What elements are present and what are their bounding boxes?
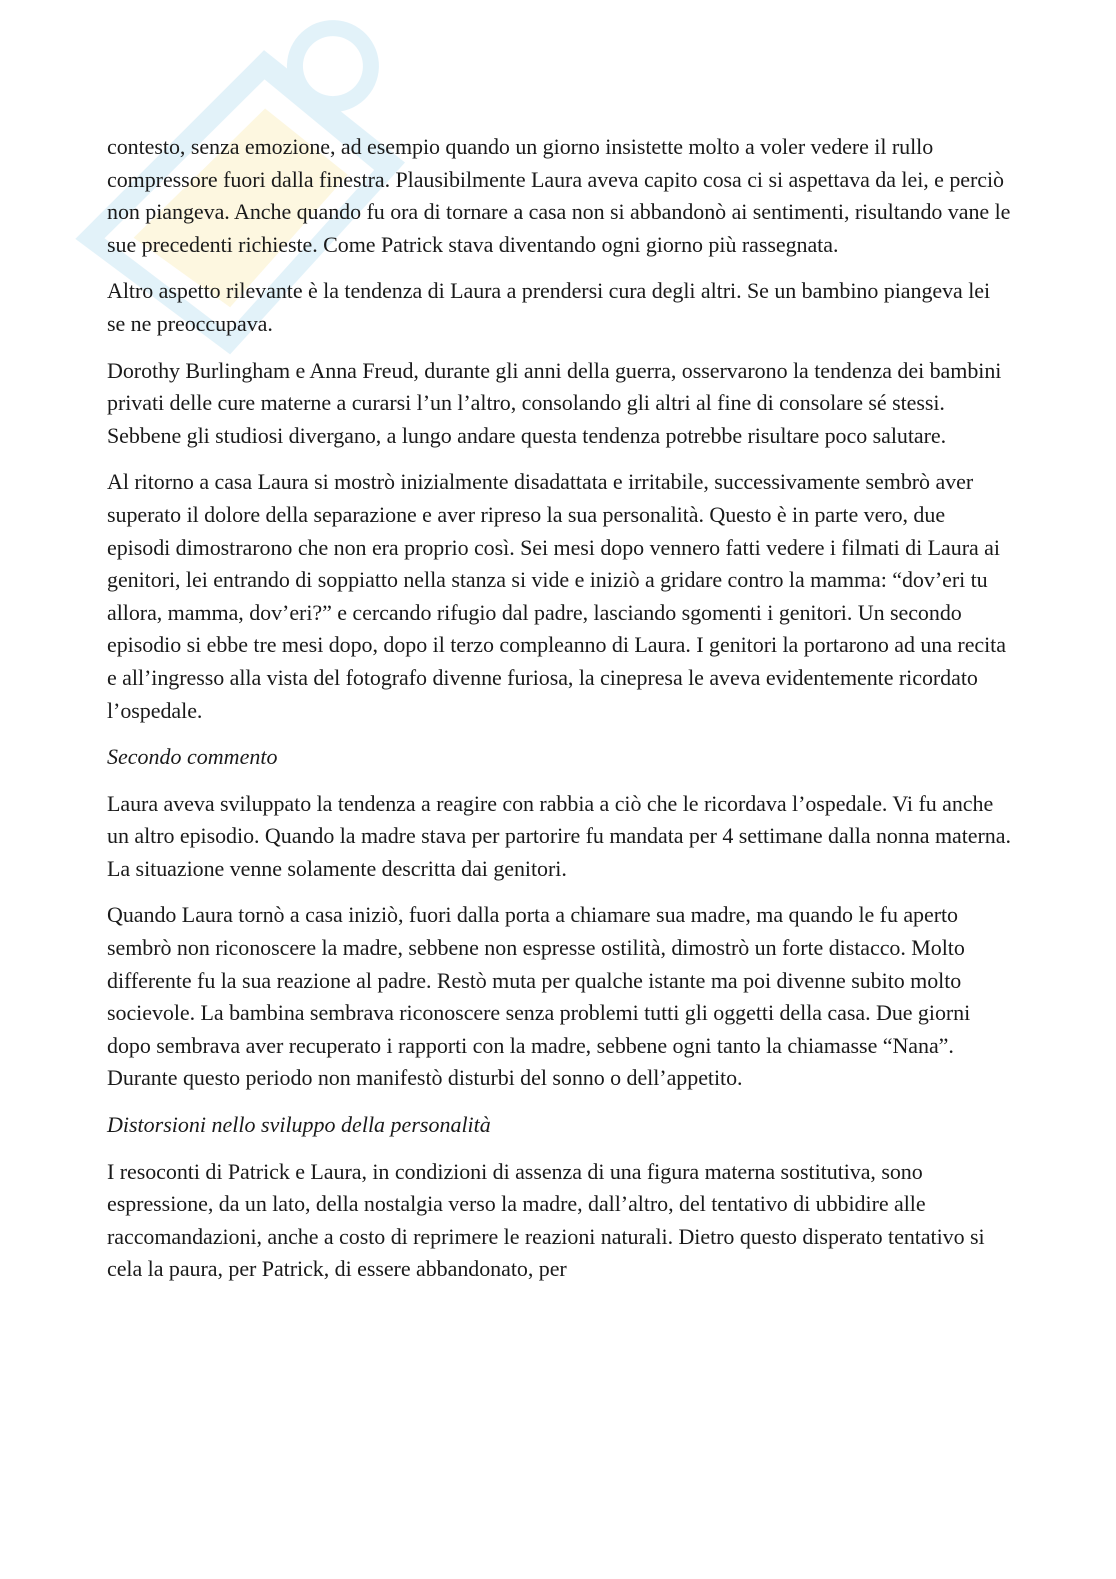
paragraph-5: Laura aveva sviluppato la tendenza a reagire con rabbia a ciò che le ricordava l’ospedale. Vi fu anche un altro episodio. Quando la madre stava per partorire fu mandata per 4 settimane dalla nonna materna. La situazione venne solamente descritta dai genitori. — [107, 790, 1011, 881]
paragraph-7: I resoconti di Patrick e Laura, in condizioni di assenza di una figura materna sostitutiva, sono espressione, da un lato, della nostalgia verso la madre, dall’altro, del tentativo di ubbidire alle raccomandazioni, anche a costo di reprimere le reazioni naturali. Dietro questo disperato tentativo si cela la paura, per Patrick, di essere abbandonato, per — [107, 1158, 985, 1282]
paragraph-4: Al ritorno a casa Laura si mostrò inizialmente disadattata e irritabile, successivamente sembrò aver superato il dolore della separazione e aver ripreso la sua personalità. Questo è in parte vero, due episodi dimostrarono che non era proprio così. Sei mesi dopo vennero fatti vedere i filmati di Laura ai genitori, lei entrando di soppiatto nella stanza si vide e iniziò a gridare contro la mamma: “dov’eri tu allora, mamma, dov’eri?” e cercando rifugio dal padre, lasciando sgomenti i genitori. Un secondo episodio si ebbe tre mesi dopo, dopo il terzo compleanno di Laura. I genitori la portarono ad una recita e all’ingresso alla vista del fotografo divenne furiosa, la cinepresa le aveva evidentemente ricordato l’ospedale. — [107, 469, 1006, 723]
section-heading-secondo-commento: Secondo commento — [107, 744, 278, 770]
section-heading-distorsioni: Distorsioni nello sviluppo della personalità — [107, 1112, 491, 1138]
document-page — [107, 131, 1012, 1300]
paragraph-6: Quando Laura tornò a casa iniziò, fuori dalla porta a chiamare sua madre, ma quando le fu aperto sembrò non riconoscere la madre, sebbene non espresse ostilità, dimostrò un forte distacco. Molto differente fu la sua reazione al padre. Restò muta per qualche istante ma poi divenne subito molto socievole. La bambina sembrava riconoscere senza problemi tutti gli oggetti della casa. Due giorni dopo sembrava aver recuperato i rapporti con la madre, sebbene ogni tanto la chiamasse “Nana”. Durante questo periodo non manifestò disturbi del sonno o dell’appetito. — [107, 902, 971, 1091]
paragraph-3: Dorothy Burlingham e Anna Freud, durante gli anni della guerra, osservarono la tendenza dei bambini privati delle cure materne a curarsi l’un l’altro, consolando gli altri al fine di consolare sé stessi. Sebbene gli studiosi divergano, a lungo andare questa tendenza potrebbe risultare poco salutare. — [107, 357, 1002, 448]
paragraph-1: contesto, senza emozione, ad esempio quando un giorno insistette molto a voler vedere il rullo compressore fuori dalla finestra. Plausibilmente Laura aveva capito cosa ci si aspettava da lei, e perciò non piangeva. Anche quando fu ora di tornare a casa non si abbandonò ai sentimenti, risultando vane le sue precedenti richieste. Come Patrick stava diventando ogni giorno più rassegnata. — [107, 134, 1011, 257]
paragraph-2: Altro aspetto rilevante è la tendenza di Laura a prendersi cura degli altri. Se un bambino piangeva lei se ne preoccupava. — [107, 278, 991, 336]
